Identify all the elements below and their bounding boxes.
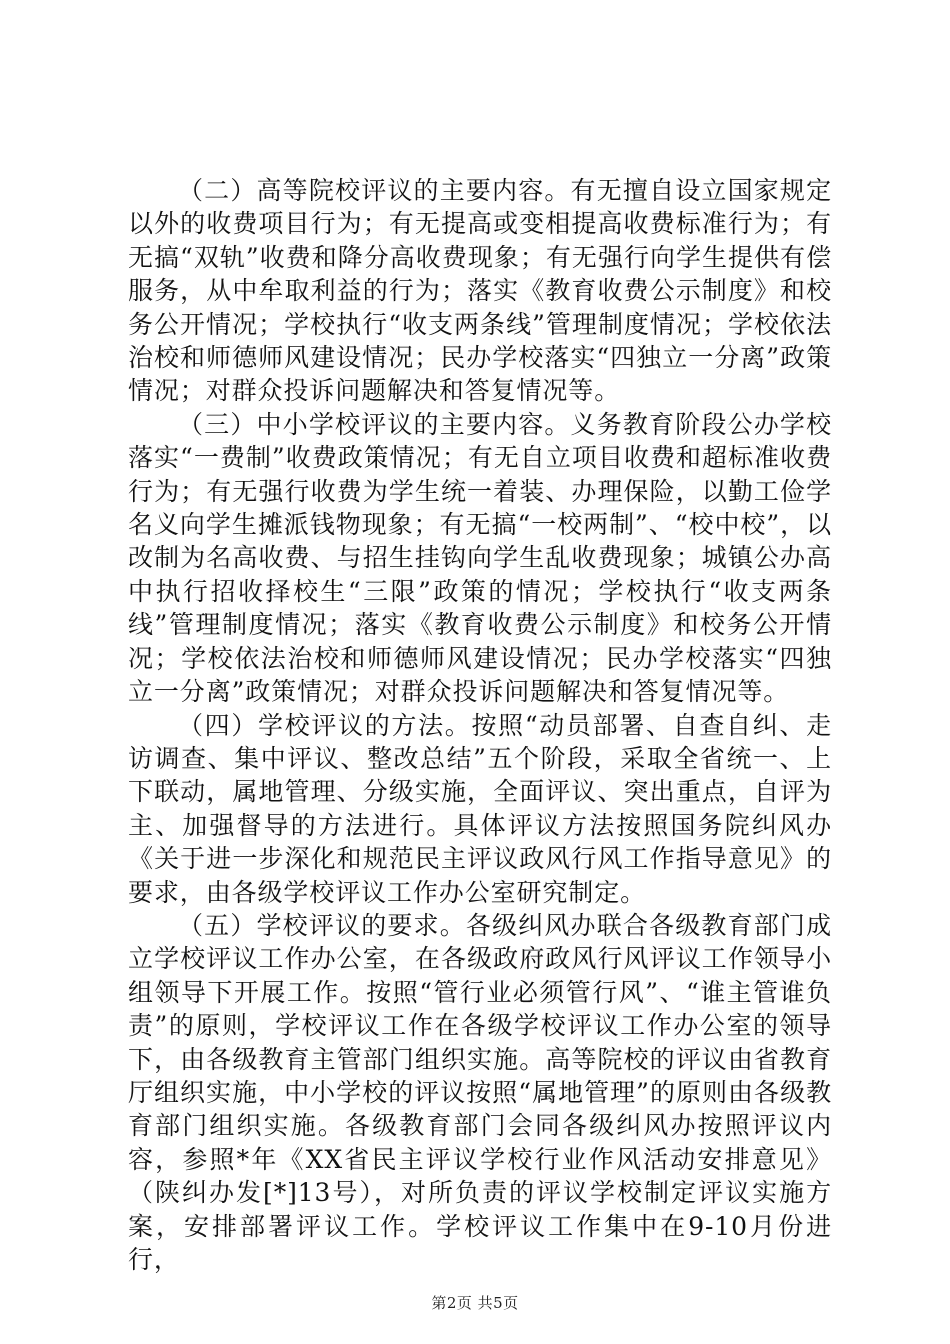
paragraph-primary-secondary-content: （三）中小学校评议的主要内容。义务教育阶段公办学校落实“一费制”收费政策情况；有无自立项目收费和超标准收费行为；有无强行收费为学生统一着装、办理保险，以勤工俭学名义向学生摊派钱物现象；有无搞“一校两制”、“校中校”，以改制为名高收费、与招生挂钩向学生乱收费现象；城镇公办高中执行招收择校生“三限”政策的情况；学校执行“收支两条线”管理制度情况；落实《教育收费公示制度》和校务公开情况；学校依法治校和师德师风建设情况；民办学校落实“四独立一分离”政策情况；对群众投诉问题解决和答复情况等。	[128, 409, 832, 707]
paragraph-evaluation-requirements: （五）学校评议的要求。各级纠风办联合各级教育部门成立学校评议工作办公室，在各级政府政风行风评议工作领导小组领导下开展工作。按照“管行业必须管行风”、“谁主管谁负责”的原则，学校评议工作在各级学校评议工作办公室的领导下，由各级教育主管部门组织实施。高等院校的评议由省教育厅组织实施，中小学校的评议按照“属地管理”的原则由各级教育部门组织实施。各级教育部门会同各级纠风办按照评议内容，参照*年《XX省民主评议学校行业作风活动安排意见》（陕纠办发[*]13号），对所负责的评议学校制定评议实施方案，安排部署评议工作。学校评议工作集中在9-10月份进行，	[128, 910, 832, 1274]
paragraph-evaluation-method: （四）学校评议的方法。按照“动员部署、自查自纠、走访调查、集中评议、整改总结”五个阶段，采取全省统一、上下联动，属地管理、分级实施，全面评议、突出重点，自评为主、加强督导的方法进行。具体评议方法按照国务院纠风办《关于进一步深化和规范民主评议政风行风工作指导意见》的要求，由各级学校评议工作办公室研究制定。	[128, 710, 832, 907]
paragraph-higher-education-content: （二）高等院校评议的主要内容。有无擅自设立国家规定以外的收费项目行为；有无提高或变相提高收费标准行为；有无搞“双轨”收费和降分高收费现象；有无强行向学生提供有偿服务，从中牟取利益的行为；落实《教育收费公示制度》和校务公开情况；学校执行“收支两条线”管理制度情况；学校依法治校和师德师风建设情况；民办学校落实“四独立一分离”政策情况；对群众投诉问题解决和答复情况等。	[128, 176, 832, 406]
page-number-footer: 第2页 共5页	[431, 1294, 519, 1312]
document-body	[128, 174, 832, 1276]
